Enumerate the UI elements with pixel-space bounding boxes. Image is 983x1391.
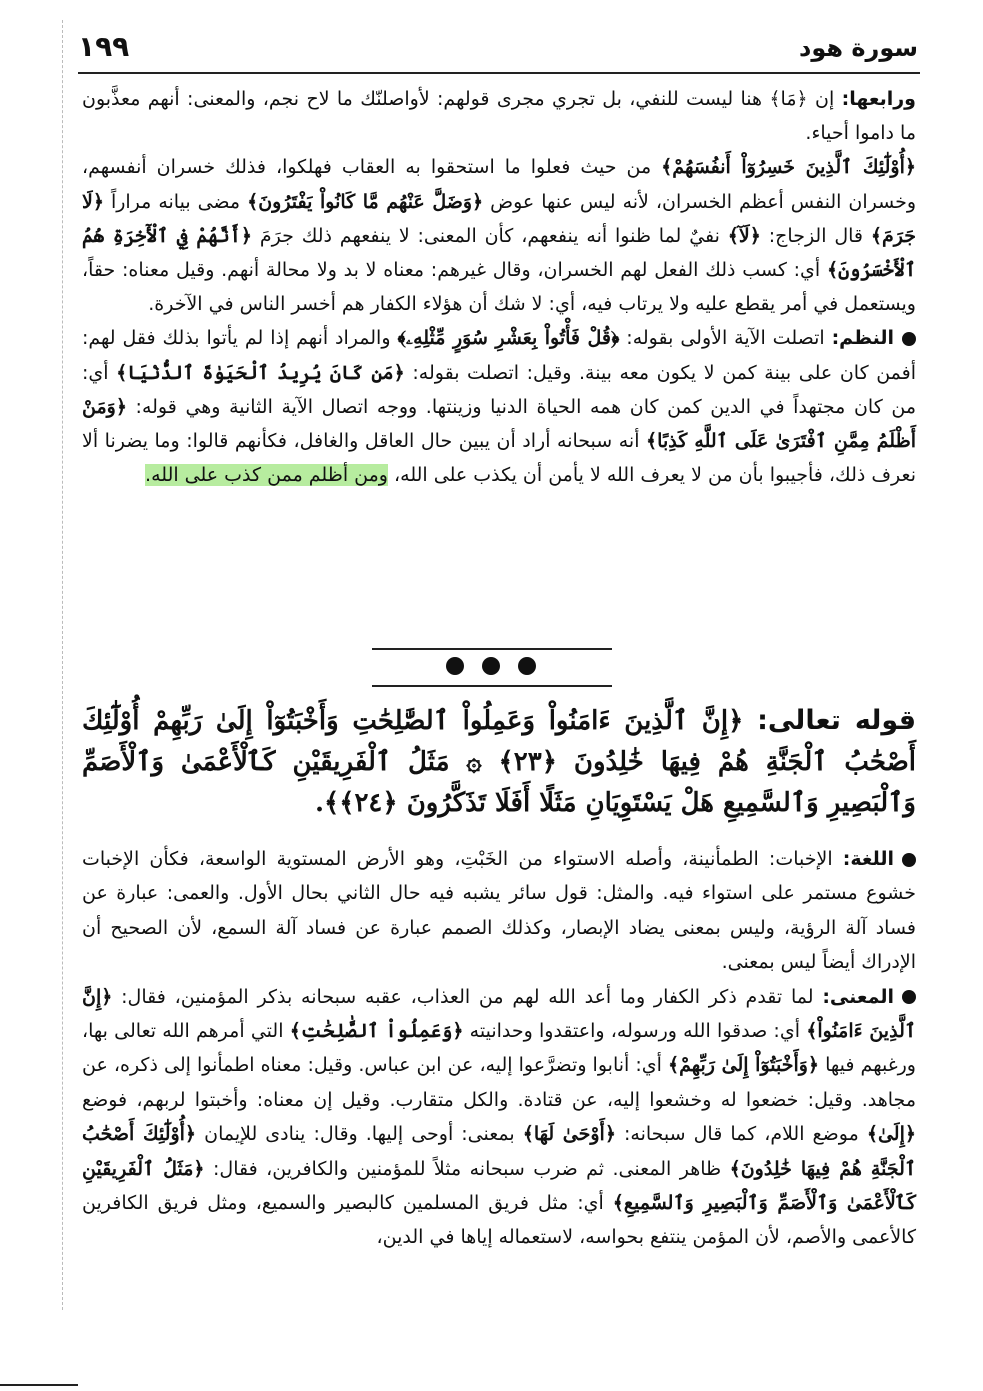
commentary-section-2: [82, 842, 916, 1255]
text-run: اتصلت الآية الأولى بقوله:: [619, 327, 832, 350]
quran-quote: ﴿إِنَّ ٱلَّذِينَ ءَامَنُواْ﴾: [82, 985, 916, 1043]
label-lugha: اللغة:: [842, 848, 894, 870]
bullet-icon: [902, 332, 916, 346]
dot-icon: [482, 657, 500, 675]
quran-quote: ﴿مَن كَانَ يُرِيدُ ٱلْحَيَوٰةَ ٱلدُّنْيَا﴾: [116, 361, 405, 384]
paragraph-nazm: [82, 321, 916, 492]
text-run: موضع اللام، كما قال سبحانه:: [615, 1123, 867, 1146]
quran-quote: ﴿وَمَنْ أَظْلَمُ مِمَّنِ ٱفْتَرَىٰ عَلَى ٱللَّهِ كَذِبًا﴾: [82, 395, 916, 453]
bullet-icon: [902, 853, 916, 867]
text-run: أي: صدقوا الله ورسوله، واعتقدوا وحدانيته: [463, 1020, 807, 1043]
text-run: قال الزجاج:: [760, 224, 871, 247]
footer-rule: [0, 1384, 78, 1386]
page-header: [78, 30, 918, 68]
quran-quote: ﴿أَنَّهُمْ فِي ٱلْأٓخِرَةِ هُمُ ٱلْأَخْسَرُونَ﴾: [82, 224, 916, 282]
margin-guide: [62, 20, 65, 1310]
text-run: من حيث فعلوا ما استحقوا به العقاب فهلكوا، فذلك خسران أنفسهم، وخسران النفس أعظم الخسران، لأنه ليس عنها عوض: [82, 156, 916, 213]
separator-top: [372, 648, 612, 650]
verse-text: ﴿إِنَّ ٱلَّذِينَ ءَامَنُواْ وَعَمِلُواْ ٱلصَّٰلِحَٰتِ وَأَخْبَتُوٓاْ إِلَىٰ رَبِّهِمْ أُوْلَٰٓئِكَ أَصْحَٰبُ ٱلْجَنَّةِ هُمْ فِيهَا خَٰلِدُونَ ﴿٢٣﴾ ۞ مَثَلُ ٱلْفَرِيقَيْنِ كَٱلْأَعْمَىٰ وَٱلْأَصَمِّ وَٱلْبَصِيرِ وَٱلسَّمِيعِ هَلْ يَسْتَوِيَانِ مَثَلًا أَفَلَا تَذَكَّرُونَ ﴿٢٤﴾﴾.: [82, 706, 916, 818]
text-run: أي: مثل فريق المسلمين كالبصير والسميع، ومثل فريق الكافرين كالأعمى والأصم، لأن المؤمن ينتفع بحواسه، لاستعماله إياها في الدين،: [82, 1192, 916, 1249]
text-run: أي: كسب ذلك الفعل لهم الخسران، وقال غيرهم: معناه لا بد ولا محالة أنهم. وقيل معناه: حقاً، ويستعمل في أمر يقطع عليه ولا يرتاب فيه، أي: لا شك أن هؤلاء الكفار هم أخسر الناس في الآخرة.: [82, 259, 916, 316]
paragraph-mana: [82, 980, 916, 1255]
separator-dots: [446, 655, 536, 677]
label-fourth: ورابعها:: [841, 88, 916, 110]
highlighted-text[interactable]: ومن أظلم ممن كذب على الله.: [145, 464, 388, 487]
verse-block: [82, 700, 916, 824]
quran-quote: ﴿وَعَمِلُواْ ٱلصَّٰلِحَٰتِ﴾: [289, 1020, 464, 1043]
verse-paragraph: [82, 700, 916, 824]
quran-quote: ﴿أُوْلَٰٓئِكَ أَصْحَٰبُ ٱلْجَنَّةِ هُمْ فِيهَا خَٰلِدُونَ﴾: [82, 1123, 917, 1180]
verse-lead: قوله تعالى:: [757, 705, 916, 736]
text-run: ظاهر المعنى. ثم ضرب سبحانه مثلاً للمؤمنين والكافرين، فقال:: [204, 1157, 730, 1180]
text-run: لما تقدم ذكر الكفار وما أعد الله لهم من العذاب، عقبه سبحانه بذكر المؤمنين، فقال:: [112, 985, 823, 1008]
text-run: التي أمرهم الله تعالى بها، ورغبهم فيها: [82, 1020, 916, 1077]
paragraph-fourth: [82, 82, 916, 150]
quran-quote: ﴿إِلَىٰ﴾: [866, 1123, 916, 1146]
header-rule: [78, 72, 920, 74]
commentary-section-1: [82, 82, 916, 492]
quran-quote: ﴿وَضَلَّ عَنْهُم مَّا كَانُواْ يَفْتَرُونَ﴾: [247, 190, 484, 213]
text-run: مضى بيانه مراراً: [103, 190, 248, 213]
quran-quote: ﴿لَآ﴾: [727, 224, 761, 247]
surah-name: سورة هود: [799, 34, 918, 62]
text-run: أنه سبحانه أراد أن يبين حال العاقل والغافل، فكأنهم قالوا: وما يضرنا ألا نعرف ذلك، فأجيبوا بأن من لا يعرف الله لا يأمن أن يكذب على الله،: [82, 430, 916, 487]
text-run: بمعنى: أوحى إليها. وقال: ينادى للإيمان: [196, 1123, 523, 1146]
paragraph-losers: [82, 150, 916, 321]
dot-icon: [518, 657, 536, 675]
text-run: أي: أنابوا وتضرَّعوا إليه، عن ابن عباس. وقيل: معناه اطمأنوا إلى ذكره، عن مجاهد. وقيل: خضعوا له وخشعوا إليه، عن قتادة. والكل متقارب. وقيل إن معناه: وأخبتوا لربهم، فوضع: [82, 1054, 916, 1111]
text-run: والمراد أنهم إذا لم يأتوا بذلك فقل لهم: أفمن كان على بينة كمن لا يكون معه بينة. وقيل: اتصلت بقوله:: [82, 327, 917, 384]
text-run: نفيٌ لما ظنوا أنه ينفعهم، كأن المعنى: لا ينفعهم ذلك جرَمَ: [252, 224, 728, 247]
quran-quote: ﴿أُوْلَٰٓئِكَ ٱلَّذِينَ خَسِرُوٓاْ أَنفُسَهُمْ﴾: [661, 156, 916, 179]
label-mana: المعنى:: [822, 985, 894, 1008]
dot-icon: [446, 657, 464, 675]
quran-quote: ﴿لَا جَرَمَ﴾: [82, 190, 916, 247]
text-fourth: إن ﴿مَا﴾ هنا ليست للنفي، بل تجري مجرى قولهم: لأواصلنّك ما لاح نجم، والمعنى: أنهم معذَّبون ما داموا أحياء.: [82, 88, 916, 145]
text-run: أي: من كان مجتهداً في الدين كمن كان همه الحياة الدنيا وزينتها. ووجه اتصال الآية الثانية وهي قوله:: [82, 361, 916, 418]
separator-bottom: [372, 685, 612, 687]
label-nazm: النظم:: [831, 327, 894, 350]
paragraph-lugha: [82, 842, 916, 980]
quran-quote: ﴿مَثَلُ ٱلْفَرِيقَيْنِ كَٱلْأَعْمَىٰ وَٱلْأَصَمِّ وَٱلْبَصِيرِ وَٱلسَّمِيعِ﴾: [82, 1157, 916, 1215]
quran-quote: ﴿أَوْحَىٰ لَهَا﴾: [522, 1123, 616, 1146]
quran-quote: ﴿وَأَخْبَتُوٓاْ إِلَىٰ رَبِّهِمْ﴾: [667, 1054, 820, 1077]
quran-quote: ﴿قُلْ فَأْتُواْ بِعَشْرِ سُوَرٍ مِّثْلِهِۦ﴾: [397, 327, 620, 350]
page-number: ١٩٩: [78, 30, 130, 63]
text-run: الإخبات: الطمأنينة، وأصله الاستواء من الخَبْتِ، وهو الأرض المستوية الواسعة، فكأن الإخبات خشوع مستمر على استواء فيه. والمثل: قول سائر يشبه فيه حال الثاني بحال الأول. والعمى: عبارة عن فساد آلة الرؤية، وليس بمعنى يضاد الإبصار، وكذلك الصمم عبارة عن فساد آلة السمع، لأن الصحيح أن الإدراك أيضاً ليس بمعنى.: [82, 848, 916, 974]
bullet-icon: [902, 990, 916, 1004]
